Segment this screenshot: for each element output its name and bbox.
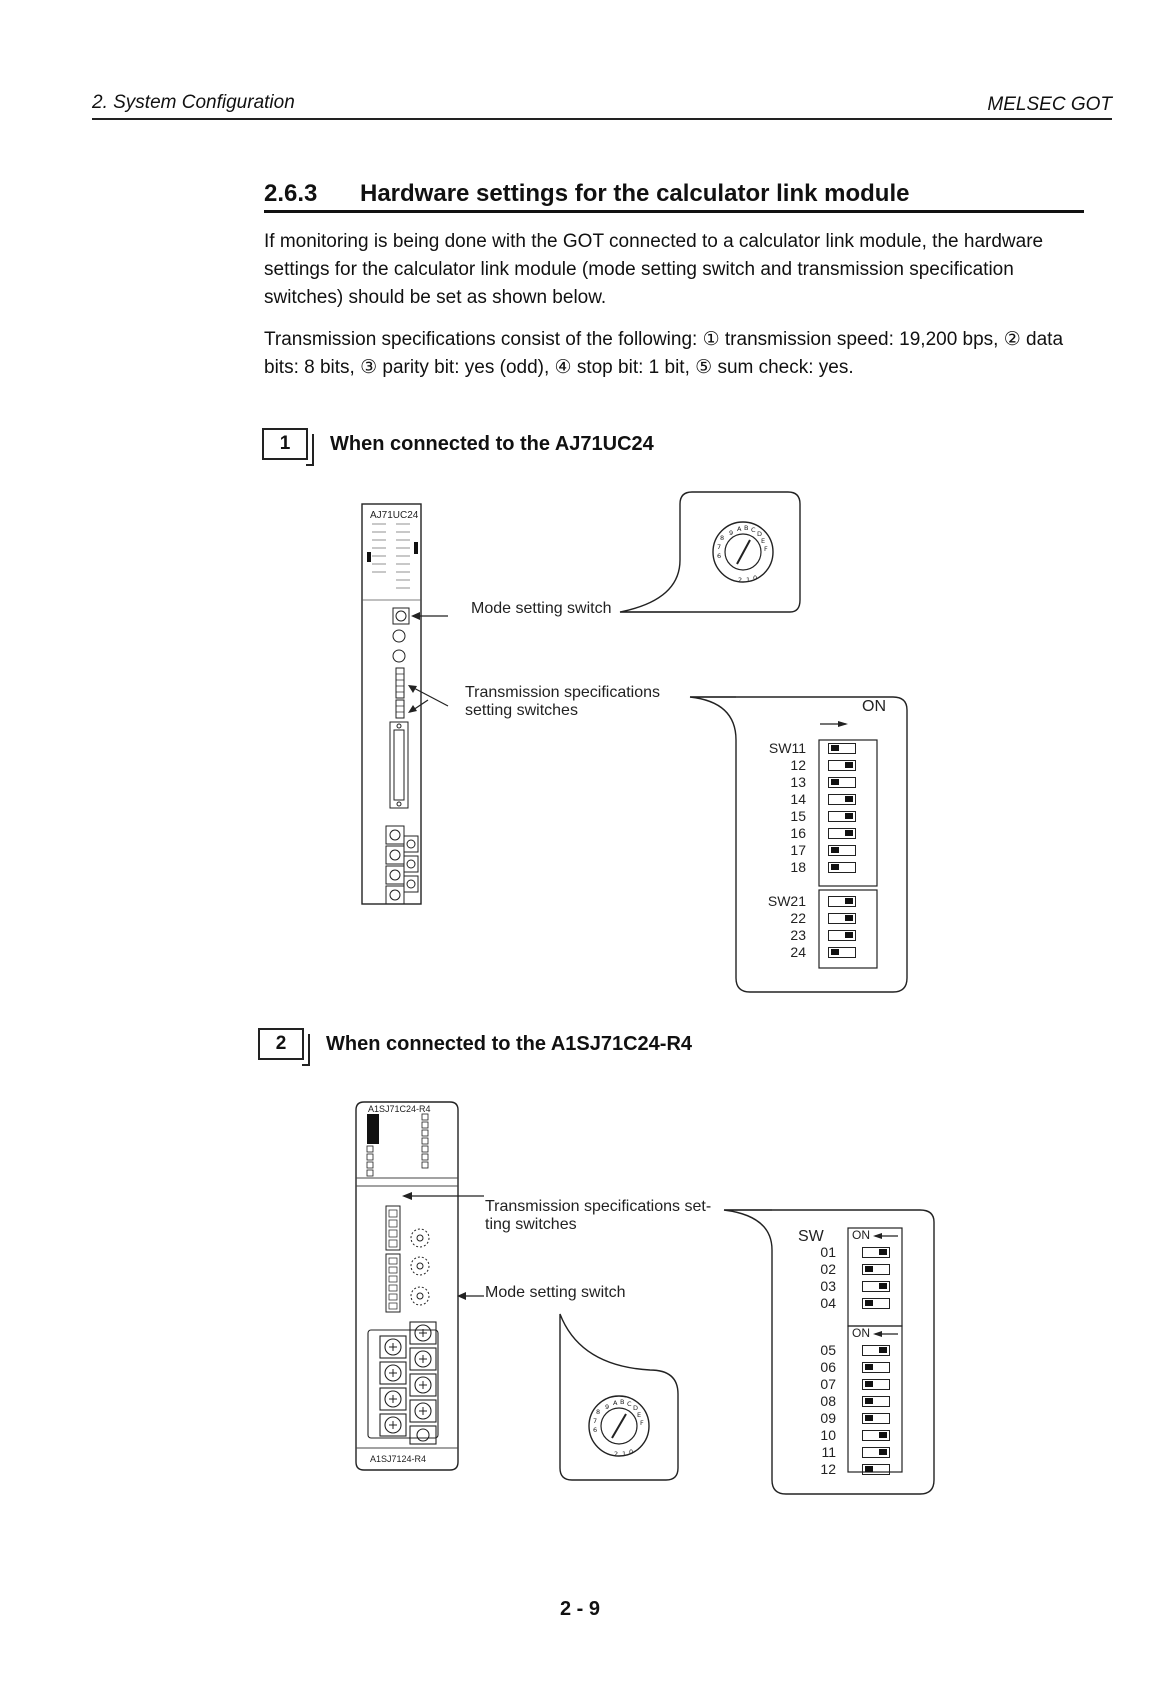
dip-switch-label: 07 [820,1376,836,1392]
dip-switch-label: 10 [820,1427,836,1443]
svg-text:B: B [620,1398,625,1406]
a1sj71c24-module-outline [356,1102,458,1470]
section-number: 2.6.3 [264,180,318,207]
module-1-label: AJ71UC24 [370,510,419,521]
dip-switch-off [862,1298,890,1309]
module-2-footer: A1SJ7124-R4 [370,1454,427,1464]
dip-switch-label: 04 [820,1295,836,1311]
running-header-section: 2. System Configuration [92,92,295,113]
dip-switch-row [786,1427,898,1444]
svg-text:7: 7 [717,543,722,551]
svg-text:D: D [757,530,763,538]
svg-text:B: B [744,524,749,532]
dip-switch-row [786,1359,898,1376]
svg-text:F: F [764,545,768,553]
dip-switch-on [862,1345,890,1356]
dip-switch-label: 15 [790,808,806,824]
mode-switch-callout-2 [560,1314,678,1480]
svg-text:2: 2 [614,1450,619,1458]
dip-switch-label: SW11 [768,740,806,756]
svg-text:1: 1 [622,1450,627,1458]
svg-text:C: C [751,526,756,534]
dip-switch-row [786,1342,898,1359]
on-label-2b: ON [852,1326,870,1340]
on-label-1: ON [862,698,886,715]
svg-text:8: 8 [596,1408,601,1416]
mode-switch-label-2: Mode setting switch [485,1284,626,1301]
svg-text:6: 6 [593,1426,598,1434]
svg-text:D: D [633,1404,639,1412]
dip-switch-label: 12 [820,1461,836,1477]
svg-text:0: 0 [753,574,758,582]
on-label-2a: ON [852,1228,870,1242]
dip-switch-row [786,1295,898,1312]
dip-switch-row [786,1410,898,1427]
dip-switch-on [862,1281,890,1292]
subsection-2-marker: 2 [258,1028,304,1060]
subsection-1-title: When connected to the AJ71UC24 [330,433,654,455]
dip-switch-row [786,1444,898,1461]
dip-switch-off [862,1264,890,1275]
subsection-2-title: When connected to the A1SJ71C24-R4 [326,1033,693,1055]
dip-switch-label: 17 [790,842,806,858]
svg-text:9: 9 [605,1403,610,1411]
svg-text:0: 0 [629,1448,634,1456]
svg-text:1: 1 [746,576,751,584]
dip-switch-row [786,1376,898,1393]
svg-text:E: E [761,537,766,545]
dip-switch-label: 06 [820,1359,836,1375]
dip-switch-label: 01 [820,1244,836,1260]
dip-switch-label: 13 [790,774,806,790]
dip-switch-off [862,1379,890,1390]
svg-text:2: 2 [738,576,743,584]
dip-switch-label: 02 [820,1261,836,1277]
dip-switch-label: 09 [820,1410,836,1426]
dip-switch-row [786,1278,898,1295]
svg-text:8: 8 [720,534,725,542]
module-2-label: A1SJ71C24-R4 [368,1104,431,1114]
spec-paragraph: Transmission specifications consist of the following: ① transmission speed: 19,200 bps, ② data bits: 8 bits, ③ parity bit: yes (odd), ④ stop bit: 1 bit, ⑤ sum check: yes. [264,329,1064,378]
dip-switch-label: 16 [790,825,806,841]
dip-switch-label: 03 [820,1278,836,1294]
dip-switch-row [786,1244,898,1261]
svg-text:7: 7 [593,1417,598,1425]
dip-switch-on [862,1247,890,1258]
svg-text:9: 9 [729,529,734,537]
dip-switch-off [862,1464,890,1475]
trans-spec-label-line1: Transmission specifications [465,684,661,701]
sw-label-2: SW [798,1228,824,1245]
svg-text:C: C [627,1400,632,1408]
dip-switch-label: 14 [790,791,806,807]
svg-text:A: A [737,525,742,533]
dip-switch-off [862,1396,890,1407]
mode-switch-label: Mode setting switch [471,600,612,617]
page-number: 2 - 9 [559,1598,601,1620]
dip-switch-label: SW21 [767,893,806,909]
svg-text:F: F [640,1419,644,1427]
subsection-1-marker: 1 [262,428,308,460]
dip-switch-on [862,1430,890,1441]
dip-switch-row [786,1461,898,1478]
dip-switch-label: 12 [790,757,806,773]
dip-switch-label: 18 [790,859,806,875]
dip-switch-row [786,1393,898,1410]
dip-switch-label: 05 [820,1342,836,1358]
svg-text:6: 6 [717,552,722,560]
dip-switch-row [786,1261,898,1278]
dip-switch-off [862,1413,890,1424]
trans-spec-label-2-line2: ting switches [485,1216,577,1233]
running-header-product: MELSEC GOT [987,94,1112,115]
dip-switch-off [862,1362,890,1373]
intro-paragraph: If monitoring is being done with the GOT connected to a calculator link module, the hardware settings for the calculator link module (mode setting switch and transmission specification switches) should be set as shown below. [264,231,1044,308]
svg-text:E: E [637,1411,642,1419]
dip-switch-label: 23 [790,927,806,943]
dip-switch-on [862,1447,890,1458]
dip-switch-label: 11 [821,1444,836,1460]
trans-spec-label-line2: setting switches [465,702,578,719]
dip-switch-label: 08 [820,1393,836,1409]
svg-text:A: A [613,1399,618,1407]
dip-switch-label: 24 [790,944,806,960]
section-title: Hardware settings for the calculator link module [360,180,910,207]
trans-spec-label-2-line1: Transmission specifications set- [485,1198,712,1215]
dip-switch-label: 22 [790,910,806,926]
